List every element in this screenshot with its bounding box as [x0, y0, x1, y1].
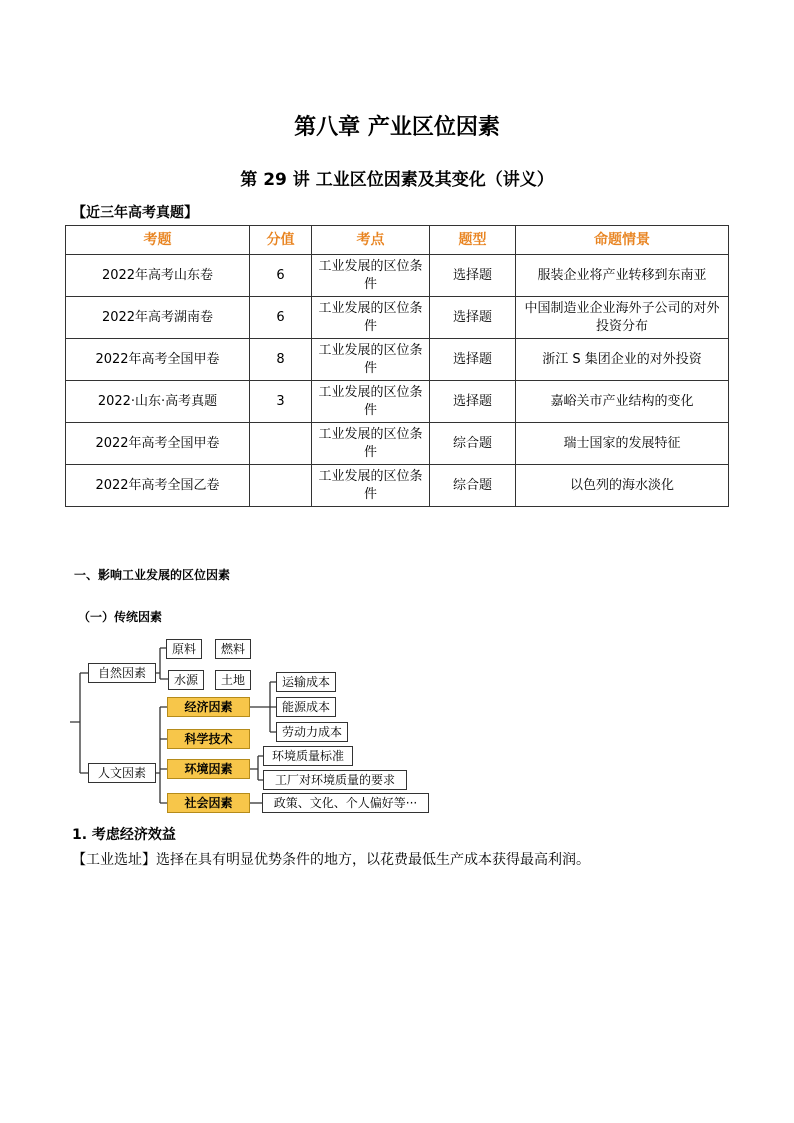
table-row	[66, 297, 729, 339]
labor-cost-box: 劳动力成本	[276, 722, 348, 742]
table-row	[66, 255, 729, 297]
cell-score: 3	[250, 381, 312, 423]
factory-environment-requirement-box: 工厂对环境质量的要求	[263, 770, 407, 790]
cell-score	[250, 423, 312, 465]
table-row	[66, 423, 729, 465]
environment-standard-box: 环境质量标准	[263, 746, 353, 766]
table-row	[66, 465, 729, 507]
column-header-topic: 考点	[312, 226, 430, 255]
cell-exam: 2022年高考湖南卷	[66, 297, 250, 339]
human-factors-box: 人文因素	[88, 763, 156, 783]
subsection-heading: （一）传统因素	[78, 610, 163, 624]
social-factors-box: 社会因素	[167, 793, 250, 813]
cell-score: 8	[250, 339, 312, 381]
cell-exam: 2022年高考全国乙卷	[66, 465, 250, 507]
column-header-type: 题型	[430, 226, 516, 255]
technology-box: 科学技术	[167, 729, 250, 749]
table-row	[66, 381, 729, 423]
cell-topic: 工业发展的区位条件	[312, 339, 430, 381]
cell-score: 6	[250, 255, 312, 297]
cell-score	[250, 465, 312, 507]
chapter-title: 第八章 产业区位因素	[294, 115, 500, 140]
cell-exam: 2022·山东·高考真题	[66, 381, 250, 423]
cell-scenario: 中国制造业企业海外子公司的对外投资分布	[516, 297, 729, 339]
transport-cost-box: 运输成本	[276, 672, 336, 692]
cell-type: 综合题	[430, 423, 516, 465]
point-heading: 1. 考虑经济效益	[72, 827, 176, 843]
land-box: 土地	[215, 670, 251, 690]
cell-topic: 工业发展的区位条件	[312, 297, 430, 339]
cell-exam: 2022年高考全国甲卷	[66, 339, 250, 381]
table-header-row	[66, 226, 729, 255]
cell-score: 6	[250, 297, 312, 339]
cell-topic: 工业发展的区位条件	[312, 255, 430, 297]
exam-table	[65, 225, 729, 507]
energy-cost-box: 能源成本	[276, 697, 336, 717]
selection-paragraph: 【工业选址】选择在具有明显优势条件的地方，以花费最低生产成本获得最高利润。	[72, 852, 590, 868]
cell-topic: 工业发展的区位条件	[312, 423, 430, 465]
cell-topic: 工业发展的区位条件	[312, 381, 430, 423]
section-heading: 一、影响工业发展的区位因素	[74, 568, 231, 582]
cell-type: 选择题	[430, 381, 516, 423]
raw-material-box: 原料	[166, 639, 202, 659]
cell-topic: 工业发展的区位条件	[312, 465, 430, 507]
policy-culture-box: 政策、文化、个人偏好等···	[262, 793, 429, 813]
economic-factors-box: 经济因素	[167, 697, 250, 717]
cell-scenario: 嘉峪关市产业结构的变化	[516, 381, 729, 423]
cell-exam: 2022年高考全国甲卷	[66, 423, 250, 465]
cell-scenario: 浙江 S 集团企业的对外投资	[516, 339, 729, 381]
natural-factors-box: 自然因素	[88, 663, 156, 683]
cell-type: 选择题	[430, 339, 516, 381]
cell-type: 选择题	[430, 255, 516, 297]
lecture-title: 第 29 讲 工业区位因素及其变化（讲义）	[240, 170, 554, 190]
fuel-box: 燃料	[215, 639, 251, 659]
cell-scenario: 瑞士国家的发展特征	[516, 423, 729, 465]
cell-scenario: 以色列的海水淡化	[516, 465, 729, 507]
column-header-scenario: 命题情景	[516, 226, 729, 255]
cell-scenario: 服装企业将产业转移到东南亚	[516, 255, 729, 297]
column-header-exam: 考题	[66, 226, 250, 255]
cell-exam: 2022年高考山东卷	[66, 255, 250, 297]
section-label: 【近三年高考真题】	[72, 205, 198, 221]
location-factors-diagram	[70, 632, 450, 822]
table-row	[66, 339, 729, 381]
water-box: 水源	[168, 670, 204, 690]
cell-type: 选择题	[430, 297, 516, 339]
environment-factors-box: 环境因素	[167, 759, 250, 779]
cell-type: 综合题	[430, 465, 516, 507]
column-header-score: 分值	[250, 226, 312, 255]
